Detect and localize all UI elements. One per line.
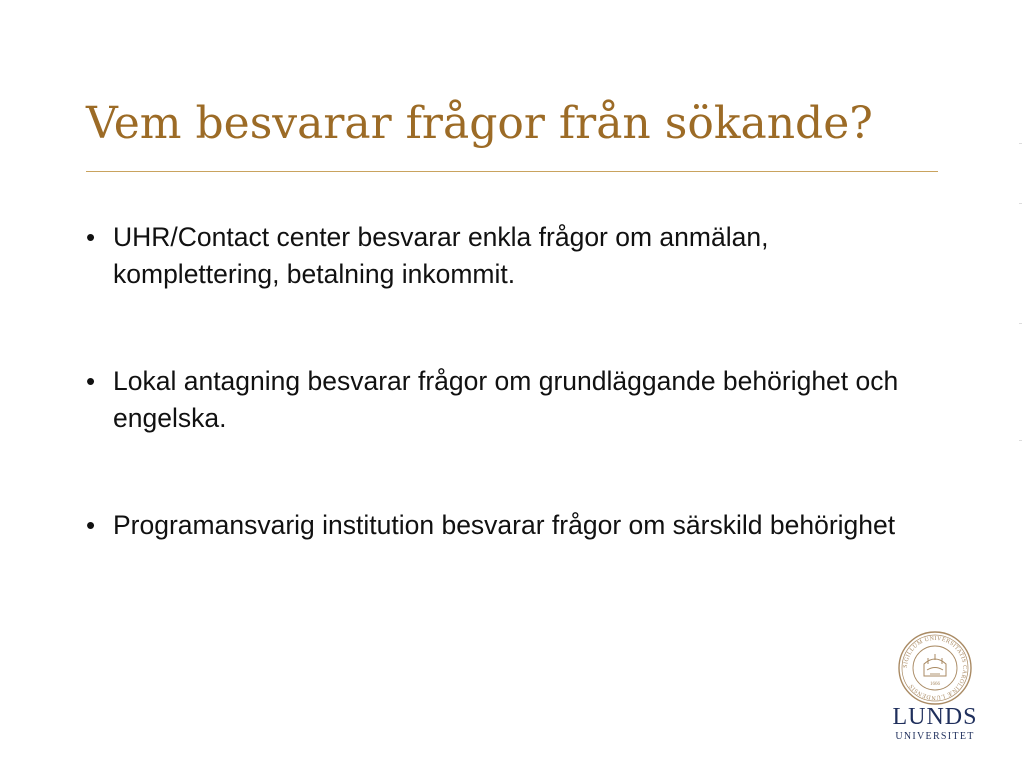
bullet-text: Programansvarig institution besvarar frågor om särskild behörighet (113, 510, 896, 540)
seal-inscription: SIGILLUM UNIVERSITATIS CAROLINÆ LUNDENSIS (902, 635, 968, 701)
bullet-item-lokal-antagning (86, 363, 916, 437)
bullet-symbol: • (86, 222, 96, 252)
edge-mark (1019, 203, 1022, 204)
logo-name-line2: UNIVERSITET (895, 731, 975, 742)
bullet-symbol: • (86, 366, 96, 396)
bullet-item-programansvarig (86, 507, 916, 544)
bullet-text: Lokal antagning besvarar frågor om grundläggande behörighet och engelska. (113, 366, 899, 433)
edge-mark (1019, 323, 1022, 324)
title-divider (86, 171, 938, 172)
bullet-text: UHR/Contact center besvarar enkla frågor om anmälan, komplettering, betalning inkommit. (113, 222, 769, 289)
bullet-item-uhr (86, 219, 916, 293)
edge-mark (1019, 440, 1022, 441)
bullet-list (86, 219, 916, 614)
slide-title: Vem besvarar frågor från sökande? (86, 98, 873, 149)
seal-year: 1666 (930, 682, 940, 687)
university-seal-icon (897, 630, 973, 706)
edge-mark (1019, 143, 1022, 144)
logo-name-line1: LUNDS (892, 704, 978, 730)
lund-university-logo (880, 628, 990, 748)
bullet-symbol: • (86, 510, 96, 540)
